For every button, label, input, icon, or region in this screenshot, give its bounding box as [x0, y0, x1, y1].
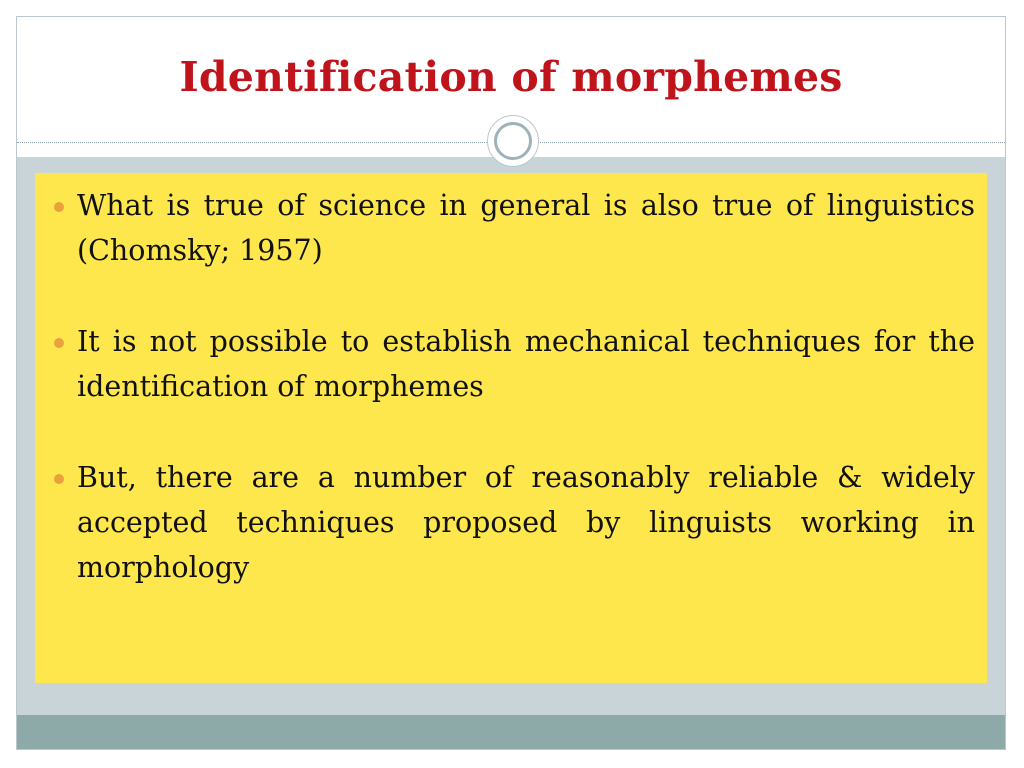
content-box	[35, 173, 987, 683]
bullet-item	[51, 455, 975, 590]
circle-ornament-ring	[494, 122, 532, 160]
slide	[16, 16, 1006, 750]
bullet-list	[51, 183, 975, 590]
bullet-dot-icon	[54, 338, 64, 348]
slide-title: Identification of morphemes	[179, 53, 843, 101]
bullet-text: But, there are a number of reasonably reliable & widely accepted techniques proposed by linguists working in morphology	[77, 461, 975, 584]
bullet-dot-icon	[54, 474, 64, 484]
bullet-text: What is true of science in general is also true of linguistics (Chomsky; 1957)	[77, 189, 975, 267]
bullet-dot-icon	[54, 202, 64, 212]
bullet-item	[51, 183, 975, 273]
circle-ornament-icon	[487, 115, 539, 167]
footer-band	[17, 715, 1005, 750]
bullet-text: It is not possible to establish mechanical techniques for the identification of morphemes	[77, 325, 975, 403]
bullet-item	[51, 319, 975, 409]
